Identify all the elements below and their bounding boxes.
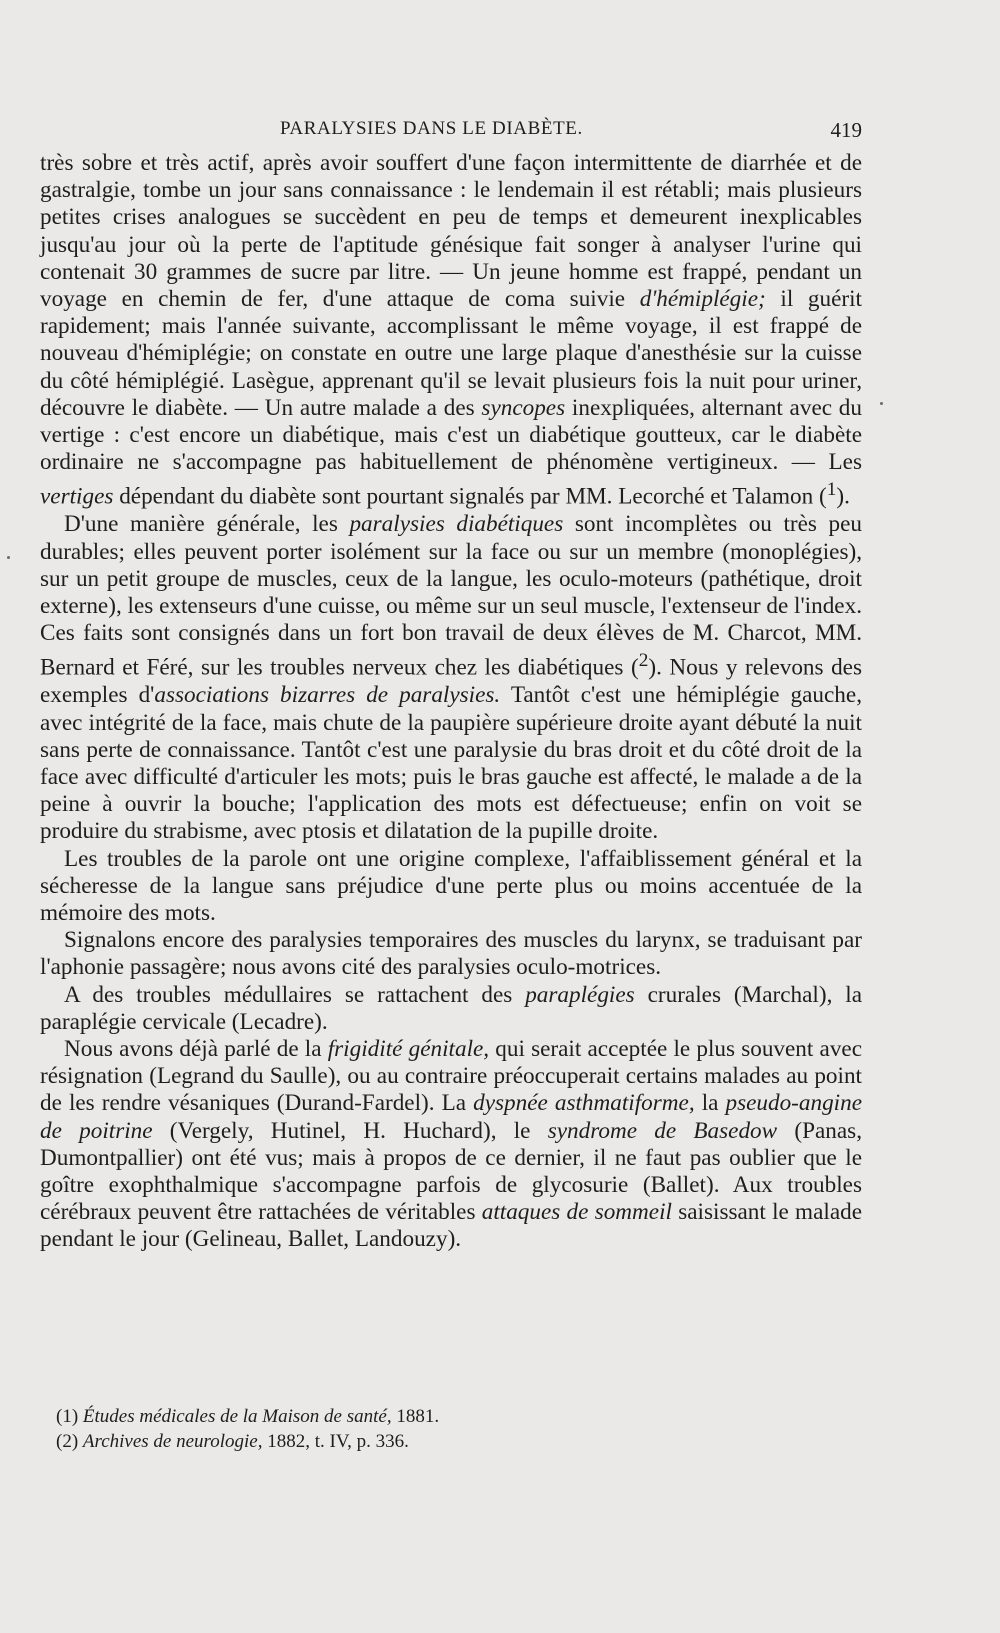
footnote-title: Archives de neurologie, [82,1431,263,1452]
emphasis: pseudo-angine de poitrine [40,1090,863,1144]
footnote-marker: (2) [56,1431,79,1452]
emphasis: attaques de sommeil [481,1199,672,1226]
paragraph-2: D'une manière générale, les paralysies diabétiques sont incomplètes ou très peu durables; elles peuvent porter isolément sur la face ou sur un membre (monoplégies), sur un petit groupe de muscles, ceux de la langue, les oculo-moteurs (pathétique, droit externe), les extenseurs d'une cuisse, ou même sur un seul muscle, l'extenseur de l'index. Ces faits sont consignés dans un fort bon travail de deux élèves de M. Charcot, MM. Bernard et Féré, sur les troubles nerveux chez les diabétiques ($^2$). Nous y relevons des exemples d'associations bizarres de paralysies. Tantôt c'est une hémiplégie gauche, avec intégrité de la face, mais chute de la paupière supérieure droite ayant débuté la nuit sans perte de connaissance. Tantôt c'est une paralysie du bras droit et du côté droit de la face avec difficulté d'articuler les mots; puis le bras gauche est affecté, le malade a de la peine à ouvrir la bouche; l'application des mots est défectueuse; enfin on voit se produire du strabisme, avec ptosis et dilatation de la pupille droite. [40,511,862,845]
emphasis: vertiges [40,484,114,511]
footnote-marker: (1) [56,1406,79,1427]
body-text [40,150,862,1254]
footnote-ref-2: 2 [638,650,649,672]
footnote-title: Études médicales de la Maison de santé, [82,1406,392,1427]
paragraph-4: Signalons encore des paralysies temporaires des muscles du larynx, se traduisant par l'aphonie passagère; nous avons cité des paralysies oculo-motrices. [40,927,862,981]
paper-speck [7,556,10,559]
emphasis: paralysies diabétiques [349,511,564,538]
page-header [40,118,862,148]
footnotes [56,1404,856,1454]
emphasis: frigidité génitale, [327,1035,490,1062]
paragraph-5: A des troubles médullaires se rattachent des paraplégies crurales (Marchal), la paraplégie cervicale (Lecadre). [40,981,862,1035]
emphasis: paraplégies [525,981,635,1008]
running-title: PARALYSIES DANS LE DIABÈTE. [280,118,583,139]
footnote-2: (2) Archives de neurologie, 1882, t. IV, p. 336. [56,1431,409,1452]
emphasis: dyspnée asthmatiforme, [473,1090,695,1117]
emphasis: d'hémiplégie; [639,286,766,313]
page-number: 419 [830,118,862,142]
footnote-1: (1) Études médicales de la Maison de santé, 1881. [56,1406,440,1427]
emphasis: syncopes [481,394,566,421]
paragraph-1: très sobre et très actif, après avoir souffert d'une façon intermittente de diarrhée et de gastralgie, tombe un jour sans connaissance : le lendemain il est rétabli; mais plusieurs petites crises analogues se succèdent en peu de temps et demeurent inexplicables jusqu'au jour où la perte de l'aptitude génésique fait songer à analyser l'urine qui contenait 30 grammes de sucre par litre. — Un jeune homme est frappé, pendant un voyage en chemin de fer, d'une attaque de coma suivie d'hémiplégie; il guérit rapidement; mais l'année suivante, accomplissant le même voyage, il est frappé de nouveau d'hémiplégie; on constate en outre une large plaque d'anesthésie sur la cuisse du côté hémiplégié. Lasègue, apprenant qu'il se levait plusieurs fois la nuit pour uriner, découvre le diabète. — Un autre malade a des syncopes inexpliquées, alternant avec du vertige : c'est encore un diabétique, mais c'est un diabétique goutteux, car le diabète ordinaire ne s'accompagne pas habituellement de phénomène vertigineux. — Les vertiges dépendant du diabète sont pourtant signalés par MM. Lecorché et Talamon ($^1$). [40,150,862,511]
emphasis: syndrome de Basedow [547,1117,778,1144]
footnote-ref-1: 1 [826,479,837,501]
paragraph-3: Les troubles de la parole ont une origine complexe, l'affaiblissement général et la sécheresse de la langue sans préjudice d'une perte plus ou moins accentuée de la mémoire des mots. [40,845,862,926]
paper-speck [880,402,883,405]
emphasis: associations bizarres de paralysies. [154,682,501,709]
paragraph-6: Nous avons déjà parlé de la frigidité génitale, qui serait acceptée le plus souvent avec résignation (Legrand du Saulle), ou au contraire préoccuperait certains malades au point de les rendre vésaniques (Durand-Fardel). La dyspnée asthmatiforme, la pseudo-angine de poitrine (Vergely, Hutinel, H. Huchard), le syndrome de Basedow (Panas, Dumontpallier) ont été vus; mais à propos de ce dernier, il ne faut pas oublier que le goître exophthalmique s'accompagne parfois de glycosurie (Ballet). Aux troubles cérébraux peuvent être rattachées de véritables attaques de sommeil saisissant le malade pendant le jour (Gelineau, Ballet, Landouzy). [40,1035,863,1253]
